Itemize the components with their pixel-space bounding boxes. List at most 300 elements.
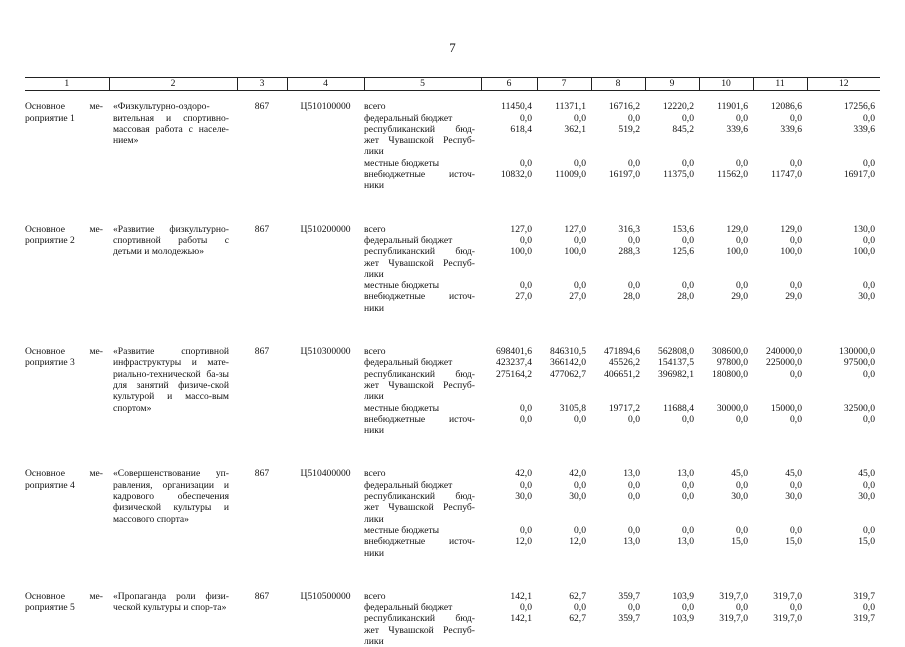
amount-value: 129,0 xyxy=(780,223,802,235)
amount-value: 0,0 xyxy=(790,112,802,124)
amount-value: 0,0 xyxy=(574,479,586,491)
year-column-10 xyxy=(699,214,753,314)
amount-value: 11450,4 xyxy=(501,101,532,113)
amount-value: 0,0 xyxy=(736,280,748,292)
spacer xyxy=(753,303,807,314)
amount-value: 30,0 xyxy=(858,291,875,303)
year-column-9 xyxy=(645,214,699,314)
amount-value: 618,4 xyxy=(510,123,532,135)
amount-value: 130,0 xyxy=(853,223,875,235)
amount-value: 100,0 xyxy=(853,246,875,258)
amount-value: 0,0 xyxy=(574,280,586,292)
year-column-7 xyxy=(537,458,591,558)
spacer xyxy=(807,625,880,636)
spacer xyxy=(807,391,880,402)
row-spacer xyxy=(25,192,880,214)
amount-value: 406651,2 xyxy=(604,368,640,380)
column-header-2: 2 xyxy=(109,78,237,91)
amount-value: 0,0 xyxy=(520,479,532,491)
measure-title: «Пропаганда роли физи-ческой культуры и спор-та» xyxy=(113,590,229,614)
spacer xyxy=(807,303,880,314)
table-body xyxy=(25,91,880,647)
amount-value: 0,0 xyxy=(736,112,748,124)
amount-value: 0,0 xyxy=(628,280,640,292)
amount-value: 396982,1 xyxy=(658,368,694,380)
amount-value: 288,3 xyxy=(618,246,640,258)
spacer xyxy=(807,146,880,157)
amount-value: 103,9 xyxy=(672,590,694,602)
year-column-10 xyxy=(699,581,753,647)
classification-code: Ц510100000 xyxy=(300,101,351,113)
funding-sources xyxy=(364,581,481,647)
column-header-9: 9 xyxy=(645,78,699,91)
amount-value: 15,0 xyxy=(731,536,748,548)
funding-source-label: федеральный бюджет xyxy=(364,357,453,369)
amount-value: 0,0 xyxy=(520,112,532,124)
year-column-6 xyxy=(481,214,537,314)
amount-value: 319,7 xyxy=(853,613,875,625)
amount-value: 28,0 xyxy=(677,291,694,303)
spacer xyxy=(753,269,807,280)
amount-value: 10832,0 xyxy=(500,169,532,181)
classification-code: Ц510300000 xyxy=(300,346,351,358)
funding-source-label: республиканский бюд- xyxy=(364,123,475,135)
spacer xyxy=(591,502,645,513)
year-column-11 xyxy=(753,581,807,647)
funding-source-label: республиканский бюд- xyxy=(364,613,475,625)
amount-value: 16917,0 xyxy=(843,169,875,181)
amount-value: 0,0 xyxy=(574,112,586,124)
classification-code: Ц510500000 xyxy=(300,590,351,602)
amount-value: 519,2 xyxy=(618,123,640,135)
spacer xyxy=(645,180,699,191)
spacer xyxy=(481,146,537,157)
amount-value: 0,0 xyxy=(863,112,875,124)
year-column-6 xyxy=(481,581,537,647)
row-spacer-cell xyxy=(25,559,880,581)
amount-value: 471894,6 xyxy=(604,346,640,358)
spacer xyxy=(699,258,753,269)
amount-value: 0,0 xyxy=(863,157,875,169)
spacer xyxy=(645,514,699,525)
funding-source-label: всего xyxy=(364,346,386,358)
column-header-11: 11 xyxy=(753,78,807,91)
amount-value: 100,0 xyxy=(564,246,586,258)
amount-value: 17256,6 xyxy=(843,101,875,113)
amount-value: 15000,0 xyxy=(770,402,802,414)
amount-value: 62,7 xyxy=(569,613,586,625)
amount-value: 0,0 xyxy=(520,602,532,614)
amount-value: 28,0 xyxy=(623,291,640,303)
spacer xyxy=(645,625,699,636)
spacer xyxy=(753,625,807,636)
column-header-3: 3 xyxy=(237,78,287,91)
amount-value: 0,0 xyxy=(682,479,694,491)
amount-value: 0,0 xyxy=(863,234,875,246)
amount-value: 0,0 xyxy=(736,234,748,246)
spacer xyxy=(645,636,699,647)
spacer xyxy=(645,380,699,391)
amount-value: 100,0 xyxy=(510,246,532,258)
amount-value: 339,6 xyxy=(853,123,875,135)
amount-value: 13,0 xyxy=(623,536,640,548)
amount-value: 42,0 xyxy=(515,468,532,480)
amount-value: 0,0 xyxy=(520,402,532,414)
amount-value: 0,0 xyxy=(736,479,748,491)
funding-source-label: внебюджетные источ- xyxy=(364,169,475,181)
year-column-11 xyxy=(753,91,807,192)
spacer xyxy=(481,548,537,559)
funding-source-label: лики xyxy=(364,146,384,158)
spacer xyxy=(481,303,537,314)
funding-source-label: жет Чувашской Респуб- xyxy=(364,502,475,514)
spacer xyxy=(807,258,880,269)
amount-value: 12086,6 xyxy=(770,101,802,113)
amount-value: 15,0 xyxy=(858,536,875,548)
amount-value: 319,7,0 xyxy=(773,613,802,625)
spacer xyxy=(699,425,753,436)
amount-value: 359,7 xyxy=(618,590,640,602)
spacer xyxy=(807,636,880,647)
spacer xyxy=(645,502,699,513)
funding-source-label: республиканский бюд- xyxy=(364,491,475,503)
spacer xyxy=(537,135,591,146)
year-column-7 xyxy=(537,214,591,314)
amount-value: 0,0 xyxy=(574,157,586,169)
amount-value: 0,0 xyxy=(863,368,875,380)
funding-source-label: республиканский бюд- xyxy=(364,368,475,380)
spacer xyxy=(645,269,699,280)
amount-value: 225000,0 xyxy=(766,357,802,369)
year-column-11 xyxy=(753,214,807,314)
amount-value: 0,0 xyxy=(682,413,694,425)
amount-value: 0,0 xyxy=(736,602,748,614)
amount-value: 0,0 xyxy=(628,413,640,425)
amount-value: 0,0 xyxy=(628,602,640,614)
spacer xyxy=(753,258,807,269)
spacer xyxy=(699,548,753,559)
amount-value: 0,0 xyxy=(682,491,694,503)
amount-value: 12,0 xyxy=(515,536,532,548)
funding-sources xyxy=(364,336,481,436)
spacer xyxy=(753,425,807,436)
funding-source-label: лики xyxy=(364,513,384,525)
funding-sources xyxy=(364,458,481,558)
row-spacer xyxy=(25,559,880,581)
funding-source-label: ники xyxy=(364,302,385,314)
spacer xyxy=(591,391,645,402)
amount-value: 30,0 xyxy=(569,491,586,503)
spacer xyxy=(481,636,537,647)
amount-value: 339,6 xyxy=(726,123,748,135)
year-column-9 xyxy=(645,458,699,558)
year-column-11 xyxy=(753,458,807,558)
spacer xyxy=(591,258,645,269)
spacer xyxy=(807,380,880,391)
classification-code: Ц510200000 xyxy=(300,223,351,235)
amount-value: 12220,2 xyxy=(662,101,694,113)
funding-source-label: федеральный бюджет xyxy=(364,112,453,124)
year-column-8 xyxy=(591,214,645,314)
spacer xyxy=(645,146,699,157)
funding-source-label: федеральный бюджет xyxy=(364,479,453,491)
funding-source-label: лики xyxy=(364,268,384,280)
measure-name: Основное ме-роприятие 1 xyxy=(25,101,103,124)
amount-value: 240000,0 xyxy=(766,346,802,358)
spacer xyxy=(537,146,591,157)
funding-source-label: всего xyxy=(364,590,386,602)
spacer xyxy=(699,380,753,391)
spacer xyxy=(699,502,753,513)
funding-source-label: лики xyxy=(364,635,384,647)
spacer xyxy=(481,625,537,636)
row-spacer-cell xyxy=(25,192,880,214)
column-header-4: 4 xyxy=(287,78,364,91)
amount-value: 0,0 xyxy=(574,234,586,246)
funding-source-label: жет Чувашской Респуб- xyxy=(364,379,475,391)
spacer xyxy=(591,548,645,559)
amount-value: 154137,5 xyxy=(658,357,694,369)
spacer xyxy=(591,636,645,647)
amount-value: 29,0 xyxy=(731,291,748,303)
funding-source-label: внебюджетные источ- xyxy=(364,413,475,425)
spacer xyxy=(537,269,591,280)
funding-source-label: жет Чувашской Респуб- xyxy=(364,624,475,636)
amount-value: 0,0 xyxy=(628,157,640,169)
amount-value: 30,0 xyxy=(785,491,802,503)
column-header-12: 12 xyxy=(807,78,880,91)
amount-value: 153,6 xyxy=(672,223,694,235)
spacer xyxy=(537,514,591,525)
amount-value: 30,0 xyxy=(858,491,875,503)
spacer xyxy=(591,425,645,436)
grbs-code: 867 xyxy=(254,223,270,235)
amount-value: 30,0 xyxy=(515,491,532,503)
spacer xyxy=(699,269,753,280)
amount-value: 13,0 xyxy=(623,468,640,480)
spacer xyxy=(537,548,591,559)
funding-source-label: местные бюджеты xyxy=(364,157,440,169)
funding-source-label: внебюджетные источ- xyxy=(364,536,475,548)
amount-value: 29,0 xyxy=(785,291,802,303)
spacer xyxy=(481,514,537,525)
funding-source-label: ники xyxy=(364,425,385,437)
funding-source-label: ники xyxy=(364,180,385,192)
spacer xyxy=(481,258,537,269)
amount-value: 319,7 xyxy=(853,590,875,602)
spacer xyxy=(645,135,699,146)
table-row xyxy=(25,91,880,192)
spacer xyxy=(591,135,645,146)
year-column-12 xyxy=(807,336,880,436)
spacer xyxy=(753,514,807,525)
spacer xyxy=(591,180,645,191)
funding-source-label: жет Чувашской Респуб- xyxy=(364,257,475,269)
spacer xyxy=(591,146,645,157)
column-header-8: 8 xyxy=(591,78,645,91)
amount-value: 0,0 xyxy=(628,479,640,491)
table-row xyxy=(25,581,880,647)
spacer xyxy=(537,303,591,314)
spacer xyxy=(591,269,645,280)
amount-value: 11009,0 xyxy=(555,169,586,181)
amount-value: 45,0 xyxy=(785,468,802,480)
spacer xyxy=(699,146,753,157)
row-spacer xyxy=(25,314,880,336)
measure-name: Основное ме-роприятие 3 xyxy=(25,346,103,369)
amount-value: 27,0 xyxy=(569,291,586,303)
measure-name: Основное ме-роприятие 2 xyxy=(25,223,103,246)
row-spacer xyxy=(25,436,880,458)
spacer xyxy=(807,502,880,513)
amount-value: 275164,2 xyxy=(496,368,532,380)
amount-value: 0,0 xyxy=(790,157,802,169)
amount-value: 0,0 xyxy=(790,413,802,425)
measure-name: Основное ме-роприятие 4 xyxy=(25,468,103,491)
spacer xyxy=(481,269,537,280)
funding-sources xyxy=(364,91,481,192)
spacer xyxy=(807,548,880,559)
funding-source-label: всего xyxy=(364,101,386,113)
year-column-9 xyxy=(645,581,699,647)
amount-value: 12,0 xyxy=(569,536,586,548)
table-row xyxy=(25,458,880,558)
table-row xyxy=(25,214,880,314)
amount-value: 339,6 xyxy=(780,123,802,135)
measure-title: «Совершенствование уп-равления, организации и кадрового обеспечения физической культуры и массового спорта» xyxy=(113,468,229,525)
spacer xyxy=(481,380,537,391)
spacer xyxy=(645,425,699,436)
year-column-12 xyxy=(807,581,880,647)
amount-value: 0,0 xyxy=(520,157,532,169)
amount-value: 100,0 xyxy=(780,246,802,258)
table-row xyxy=(25,336,880,436)
grbs-code: 867 xyxy=(254,346,270,358)
funding-source-label: всего xyxy=(364,223,386,235)
spacer xyxy=(481,135,537,146)
amount-value: 0,0 xyxy=(628,112,640,124)
year-column-9 xyxy=(645,336,699,436)
funding-source-label: местные бюджеты xyxy=(364,524,440,536)
spacer xyxy=(699,514,753,525)
grbs-code: 867 xyxy=(254,590,270,602)
amount-value: 359,7 xyxy=(618,613,640,625)
year-column-6 xyxy=(481,91,537,192)
amount-value: 0,0 xyxy=(863,280,875,292)
spacer xyxy=(807,514,880,525)
measure-title: «Развитие физкультурно-спортивной работы с детьми и молодежью» xyxy=(113,223,229,258)
year-column-10 xyxy=(699,91,753,192)
amount-value: 0,0 xyxy=(790,602,802,614)
measure-title: «Развитие спортивной инфраструктуры и мате-риально-технической ба-зы для занятий физиче-ской культурой и массо-вым спортом» xyxy=(113,346,229,414)
funding-source-label: внебюджетные источ- xyxy=(364,291,475,303)
amount-value: 0,0 xyxy=(863,479,875,491)
amount-value: 13,0 xyxy=(677,536,694,548)
spacer xyxy=(537,425,591,436)
amount-value: 19717,2 xyxy=(608,402,640,414)
year-column-8 xyxy=(591,581,645,647)
amount-value: 97500,0 xyxy=(843,357,875,369)
header-row xyxy=(25,78,880,91)
amount-value: 0,0 xyxy=(790,524,802,536)
grbs-code: 867 xyxy=(254,101,270,113)
year-column-8 xyxy=(591,458,645,558)
spacer xyxy=(699,180,753,191)
amount-value: 0,0 xyxy=(628,234,640,246)
spacer xyxy=(481,425,537,436)
year-column-12 xyxy=(807,214,880,314)
amount-value: 11747,0 xyxy=(771,169,802,181)
funding-source-label: республиканский бюд- xyxy=(364,246,475,258)
amount-value: 0,0 xyxy=(574,602,586,614)
year-column-7 xyxy=(537,91,591,192)
year-column-8 xyxy=(591,336,645,436)
amount-value: 97800,0 xyxy=(716,357,748,369)
column-header-7: 7 xyxy=(537,78,591,91)
spacer xyxy=(645,303,699,314)
amount-value: 127,0 xyxy=(564,223,586,235)
spacer xyxy=(537,380,591,391)
funding-source-label: всего xyxy=(364,468,386,480)
spacer xyxy=(481,502,537,513)
spacer xyxy=(591,380,645,391)
spacer xyxy=(645,391,699,402)
year-column-6 xyxy=(481,458,537,558)
amount-value: 30,0 xyxy=(731,491,748,503)
spacer xyxy=(807,269,880,280)
spacer xyxy=(753,146,807,157)
year-column-7 xyxy=(537,581,591,647)
amount-value: 0,0 xyxy=(682,234,694,246)
amount-value: 13,0 xyxy=(677,468,694,480)
amount-value: 0,0 xyxy=(790,479,802,491)
amount-value: 0,0 xyxy=(574,524,586,536)
spacer xyxy=(807,135,880,146)
year-column-6 xyxy=(481,336,537,436)
amount-value: 0,0 xyxy=(682,280,694,292)
amount-value: 423237,4 xyxy=(496,357,532,369)
amount-value: 0,0 xyxy=(863,524,875,536)
amount-value: 45,0 xyxy=(731,468,748,480)
year-column-8 xyxy=(591,91,645,192)
amount-value: 0,0 xyxy=(790,280,802,292)
funding-source-label: лики xyxy=(364,391,384,403)
spacer xyxy=(753,380,807,391)
amount-value: 100,0 xyxy=(726,246,748,258)
amount-value: 477062,7 xyxy=(550,368,586,380)
amount-value: 319,7,0 xyxy=(719,613,748,625)
spacer xyxy=(645,548,699,559)
spacer xyxy=(645,258,699,269)
spacer xyxy=(537,180,591,191)
amount-value: 0,0 xyxy=(574,413,586,425)
spacer xyxy=(699,135,753,146)
amount-value: 11375,0 xyxy=(663,169,694,181)
amount-value: 698401,6 xyxy=(496,346,532,358)
amount-value: 0,0 xyxy=(736,157,748,169)
amount-value: 180800,0 xyxy=(712,368,748,380)
amount-value: 11371,1 xyxy=(555,101,586,113)
funding-source-label: местные бюджеты xyxy=(364,280,440,292)
amount-value: 0,0 xyxy=(863,413,875,425)
spacer xyxy=(537,258,591,269)
spacer xyxy=(753,636,807,647)
spacer xyxy=(537,625,591,636)
year-column-10 xyxy=(699,458,753,558)
amount-value: 319,7,0 xyxy=(773,590,802,602)
grbs-code: 867 xyxy=(254,468,270,480)
amount-value: 127,0 xyxy=(510,223,532,235)
